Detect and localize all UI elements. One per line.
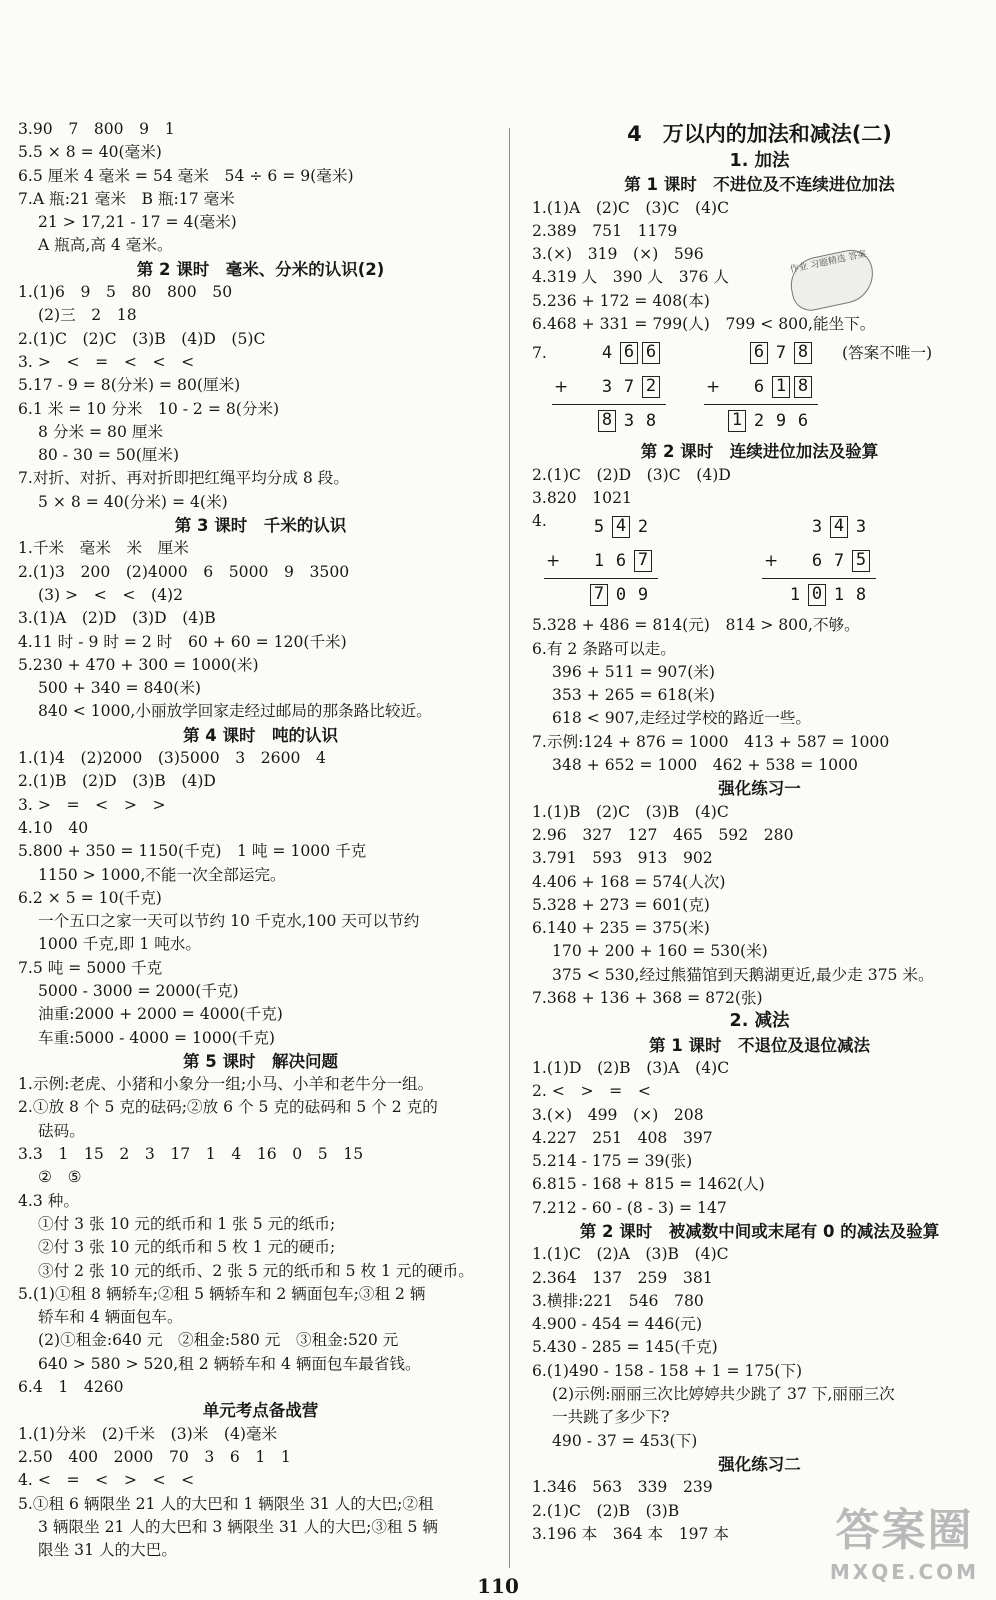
digit: 2 [637, 517, 649, 538]
section-title-sub-lesson2: 第 2 课时 被减数中间或末尾有 0 的减法及验算 [579, 1221, 940, 1241]
answer-line: 6.有 2 条路可以走。 [532, 639, 676, 658]
sum-rule [762, 578, 876, 579]
digit: 3 [811, 517, 823, 538]
answer-line: 3.3 1 15 2 3 17 1 4 16 0 5 15 [18, 1145, 364, 1164]
digit: 7 [623, 377, 635, 398]
section-title-sub-lesson1: 第 1 课时 不退位及退位减法 [649, 1035, 870, 1055]
answer-line: 1.(1)B (2)C (3)B (4)C [532, 802, 729, 821]
answer-line: 3. > = < > > [18, 795, 166, 814]
add-lesson2-list-b [532, 614, 987, 777]
digit: 6 [811, 551, 823, 572]
digit: 1 [833, 585, 845, 606]
answer-line: 一个五口之家一天可以节约 10 千克水,100 天可以节约 [38, 912, 420, 931]
digit: 7 [833, 551, 845, 572]
digit: 3 [623, 411, 635, 432]
answer-line: 375 < 530,经过熊猫馆到天鹅湖更近,最少走 375 米。 [552, 965, 934, 984]
answer-line: ①付 3 张 10 元的纸币和 1 张 5 元的纸币; [38, 1214, 336, 1233]
answer-line: 5.230 + 470 + 300 = 1000(米) [18, 655, 259, 674]
answer-line: (2)三 2 18 [38, 306, 137, 325]
answer-box: 1 [728, 410, 746, 432]
answer-line: 5.328 + 486 = 814(元) 814 > 800,不够。 [532, 616, 860, 635]
digit: 7 [775, 343, 787, 364]
lesson4-list [18, 747, 503, 1050]
section-title-lesson4: 第 4 课时 吨的认识 [183, 725, 338, 745]
answer-line: 5.(1)①租 8 辆轿车;②租 5 辆轿车和 2 辆面包车;③租 2 辆 [18, 1284, 426, 1303]
answer-box: 2 [642, 376, 660, 398]
answer-box: 7 [590, 584, 608, 606]
digit: 8 [855, 585, 867, 606]
answer-line: 6.815 - 168 + 815 = 1462(人) [532, 1175, 765, 1194]
answer-line: 1.(1)A (2)C (3)C (4)C [532, 198, 730, 217]
watermark-text: 答案圈 [835, 1505, 974, 1556]
q4-label: 4. [532, 512, 547, 531]
answer-line: 2. < > = < [532, 1082, 651, 1101]
answer-line: ③付 2 张 10 元的纸币、2 张 5 元的纸币和 5 枚 1 元的硬币。 [38, 1261, 474, 1280]
answer-line: 2.50 400 2000 70 3 6 1 1 [18, 1447, 291, 1466]
digit: 9 [637, 585, 649, 606]
add-lesson2-list-a [532, 464, 987, 511]
answer-line: 5 × 8 = 40(分米) = 4(米) [38, 492, 228, 511]
answer-line: 3.(1)A (2)D (3)D (4)B [18, 609, 216, 628]
answer-line: 640 > 580 > 520,租 2 辆轿车和 4 辆面包车最省钱。 [38, 1354, 421, 1373]
part-title-addition: 1. 加法 [729, 151, 790, 171]
answer-line: 21 > 17,21 - 17 = 4(毫米) [38, 213, 237, 232]
answer-line: 1.346 563 339 239 [532, 1478, 713, 1497]
answer-line: 840 < 1000,小丽放学回家走经过邮局的那条路比较近。 [38, 702, 432, 721]
answer-line: 1150 > 1000,不能一次全部运完。 [38, 865, 286, 884]
answer-line: 7.A 瓶:21 毫米 B 瓶:17 毫米 [18, 189, 235, 208]
answer-line: 5.328 + 273 = 601(克) [532, 895, 710, 914]
sum-rule [552, 404, 666, 405]
answer-line: 4.319 人 390 人 376 人 [532, 268, 730, 287]
answer-line: 6.1 米 = 10 分米 10 - 2 = 8(分米) [18, 399, 280, 418]
digit: 0 [615, 585, 627, 606]
sub-lesson1-list [532, 1057, 987, 1220]
answer-line: 3.196 本 364 本 197 本 [532, 1524, 730, 1543]
sub-lesson2-list [532, 1243, 987, 1453]
digit: 2 [753, 411, 765, 432]
answer-line: 3.791 593 913 902 [532, 849, 713, 868]
answer-line: 80 - 30 = 50(厘米) [38, 446, 180, 465]
answer-line: 170 + 200 + 160 = 530(米) [552, 942, 768, 961]
answer-line: 1.示例:老虎、小猪和小象分一组;小马、小羊和老牛分一组。 [18, 1075, 434, 1094]
answer-line: 6.5 厘米 4 毫米 = 54 毫米 54 ÷ 6 = 9(毫米) [18, 166, 354, 185]
digit: 5 [593, 517, 605, 538]
plus-sign: + [764, 551, 779, 572]
answer-line: 7.对折、对折、再对折即把红绳平均分成 8 段。 [18, 469, 349, 488]
answer-line: 2.96 327 127 465 592 280 [532, 825, 794, 844]
digit: 6 [753, 377, 765, 398]
practice1-list [532, 801, 987, 1011]
answer-line: (3) > < < (4)2 [38, 585, 184, 604]
answer-line: 500 + 340 = 840(米) [38, 679, 202, 698]
answer-line: 1000 千克,即 1 吨水。 [38, 935, 201, 954]
answer-line: 6.(1)490 - 158 - 158 + 1 = 175(下) [532, 1361, 803, 1380]
answer-line: 3.(×) 499 (×) 208 [532, 1105, 704, 1124]
answer-line: 618 < 907,走经过学校的路近一些。 [552, 709, 811, 728]
section-title-lesson3: 第 3 课时 千米的认识 [174, 516, 347, 536]
answer-line: 1.(1)4 (2)2000 (3)5000 3 2600 4 [18, 749, 326, 768]
answer-line: 2.①放 8 个 5 克的砝码;②放 6 个 5 克的砝码和 5 个 2 克的 [18, 1098, 438, 1117]
answer-line: 5.236 + 172 = 408(本) [532, 291, 710, 310]
unit-review-list [18, 1423, 503, 1563]
answer-line: 一共跳了多少下? [552, 1408, 670, 1427]
answer-line: A 瓶高,高 4 毫米。 [38, 236, 173, 255]
answer-line: 396 + 511 = 907(米) [552, 662, 716, 681]
section-title-unit-review: 单元考点备战营 [202, 1401, 319, 1421]
answer-line: 6.4 1 4260 [18, 1378, 124, 1397]
answer-line: 3.(×) 319 (×) 596 [532, 245, 704, 264]
answer-line: 2.(1)C (2)B (3)B [532, 1501, 680, 1520]
add-lesson1-list [532, 197, 987, 337]
answer-line: 4. < = < > < < [18, 1471, 195, 1490]
intro-list [18, 118, 503, 258]
answer-line: 2.(1)3 200 (2)4000 6 5000 9 3500 [18, 562, 350, 581]
digit: 4 [601, 343, 613, 364]
answer-line: 限坐 31 人的大巴。 [38, 1541, 177, 1560]
page-number: 110 [477, 1574, 519, 1598]
plus-sign: + [554, 377, 569, 398]
answer-line: ②付 3 张 10 元的纸币和 5 枚 1 元的硬币; [38, 1238, 336, 1257]
q7-note: (答案不唯一) [842, 344, 933, 363]
digit: 3 [855, 517, 867, 538]
lesson2-list [18, 281, 503, 514]
sum-rule [704, 404, 818, 405]
section-title-practice1: 强化练习一 [718, 779, 801, 799]
answer-line: 4.406 + 168 = 574(人次) [532, 872, 726, 891]
answer-line: 5.5 × 8 = 40(毫米) [18, 143, 162, 162]
answer-line: 车重:5000 - 4000 = 1000(千克) [38, 1028, 276, 1047]
answer-line: 353 + 265 = 618(米) [552, 686, 716, 705]
answer-line: 4.227 251 408 397 [532, 1128, 713, 1147]
answer-line: 5.①租 6 辆限坐 21 人的大巴和 1 辆限坐 31 人的大巴;②租 [18, 1494, 434, 1513]
answer-line: 5.17 - 9 = 8(分米) = 80(厘米) [18, 376, 241, 395]
answer-line: 3.横排:221 546 780 [532, 1291, 704, 1310]
answer-line: 7.5 吨 = 5000 千克 [18, 958, 163, 977]
answer-line: 6.468 + 331 = 799(人) 799 < 800,能坐下。 [532, 315, 876, 334]
lesson3-list [18, 537, 503, 723]
answer-box: 8 [598, 410, 616, 432]
answer-line: 8 分米 = 80 厘米 [38, 422, 164, 441]
part-title-subtraction: 2. 减法 [729, 1011, 790, 1032]
section-title-add-lesson1: 第 1 课时 不进位及不连续进位加法 [624, 175, 895, 195]
section-title-lesson2: 第 2 课时 毫米、分米的认识(2) [136, 259, 385, 279]
answer-line: 1.(1)C (2)A (3)B (4)C [532, 1245, 729, 1264]
answer-line: 3 辆限坐 21 人的大巴和 3 辆限坐 31 人的大巴;③租 5 辆 [38, 1517, 439, 1536]
plus-sign: + [706, 377, 721, 398]
lesson5-list [18, 1073, 503, 1399]
answer-line: 2.(1)C (2)D (3)C (4)D [532, 465, 731, 484]
answer-line: (2)①租金:640 元 ②租金:580 元 ③租金:520 元 [38, 1331, 399, 1350]
answer-line: 348 + 652 = 1000 462 + 538 = 1000 [552, 756, 858, 775]
answer-box: 8 [794, 342, 812, 364]
answer-line: 砝码。 [38, 1121, 85, 1140]
answer-line: 5.430 - 285 = 145(千克) [532, 1338, 718, 1357]
answer-line: 6.2 × 5 = 10(千克) [18, 888, 162, 907]
column-divider [509, 128, 510, 1568]
answer-box: 6 [642, 342, 660, 364]
answer-line: 1.(1)6 9 5 80 800 50 [18, 283, 233, 302]
answer-line: 5.214 - 175 = 39(张) [532, 1152, 693, 1171]
answer-line: 490 - 37 = 453(下) [552, 1431, 698, 1450]
answer-line: ② ⑤ [38, 1168, 82, 1187]
sum-rule [544, 578, 658, 579]
answer-line: 4.900 - 454 = 446(元) [532, 1315, 703, 1334]
left-column [18, 118, 503, 1562]
answer-line: 7.368 + 136 + 368 = 872(张) [532, 989, 763, 1008]
answer-line: 6.140 + 235 = 375(米) [532, 919, 710, 938]
q4-vertical-puzzles [532, 510, 987, 614]
answer-line: 2.364 137 259 381 [532, 1268, 713, 1287]
watermark-url: MXQE.COM [829, 1560, 980, 1584]
answer-line: 7.示例:124 + 876 = 1000 413 + 587 = 1000 [532, 732, 890, 751]
answer-line: 2.(1)B (2)D (3)B (4)D [18, 772, 216, 791]
answer-line: 1.千米 毫米 米 厘米 [18, 539, 189, 558]
section-title-add-lesson2: 第 2 课时 连续进位加法及验算 [640, 442, 879, 462]
q7-vertical-puzzles [532, 336, 987, 440]
answer-box: 0 [808, 584, 826, 606]
section-title-lesson5: 第 5 课时 解决问题 [183, 1051, 338, 1071]
right-column [532, 118, 987, 1546]
answer-box: 6 [750, 342, 768, 364]
answer-line: 5000 - 3000 = 2000(千克) [38, 981, 239, 1000]
chapter-title: 4 万以内的加法和减法(二) [627, 122, 892, 146]
answer-box: 4 [830, 516, 848, 538]
digit: 6 [797, 411, 809, 432]
q7-label: 7. [532, 344, 547, 363]
answer-line: 7.212 - 60 - (8 - 3) = 147 [532, 1198, 727, 1217]
answer-line: 油重:2000 + 2000 = 4000(千克) [38, 1005, 283, 1024]
answer-line: 4.10 40 [18, 818, 89, 837]
digit: 9 [775, 411, 787, 432]
answer-box: 4 [612, 516, 630, 538]
answer-line: 3.820 1021 [532, 488, 632, 507]
section-title-practice2: 强化练习二 [718, 1454, 801, 1474]
answer-box: 5 [852, 550, 870, 572]
answer-line: 4.3 种。 [18, 1191, 79, 1210]
answer-line: 2.(1)C (2)C (3)B (4)D (5)C [18, 329, 266, 348]
answer-line: 3.90 7 800 9 1 [18, 120, 175, 138]
answer-line: 2.389 751 1179 [532, 221, 678, 240]
answer-box: 6 [620, 342, 638, 364]
answer-line: 5.800 + 350 = 1150(千克) 1 吨 = 1000 千克 [18, 842, 367, 861]
plus-sign: + [546, 551, 561, 572]
digit: 3 [601, 377, 613, 398]
answer-line: 1.(1)分米 (2)千米 (3)米 (4)毫米 [18, 1424, 278, 1443]
digit: 1 [593, 551, 605, 572]
digit: 8 [645, 411, 657, 432]
answer-box: 8 [794, 376, 812, 398]
answer-line: 轿车和 4 辆面包车。 [38, 1308, 183, 1327]
digit: 6 [615, 551, 627, 572]
answer-line: 4.11 时 - 9 时 = 2 时 60 + 60 = 120(千米) [18, 632, 347, 651]
answer-box: 7 [634, 550, 652, 572]
answer-line: 1.(1)D (2)B (3)A (4)C [532, 1058, 730, 1077]
digit: 1 [789, 585, 801, 606]
answer-box: 1 [772, 376, 790, 398]
answer-line: (2)示例:丽丽三次比婷婷共少跳了 37 下,丽丽三次 [552, 1385, 895, 1404]
answer-line: 3. > < = < < < [18, 352, 195, 371]
handwritten-stamp: 作业 习题精选 答案 [786, 246, 879, 314]
